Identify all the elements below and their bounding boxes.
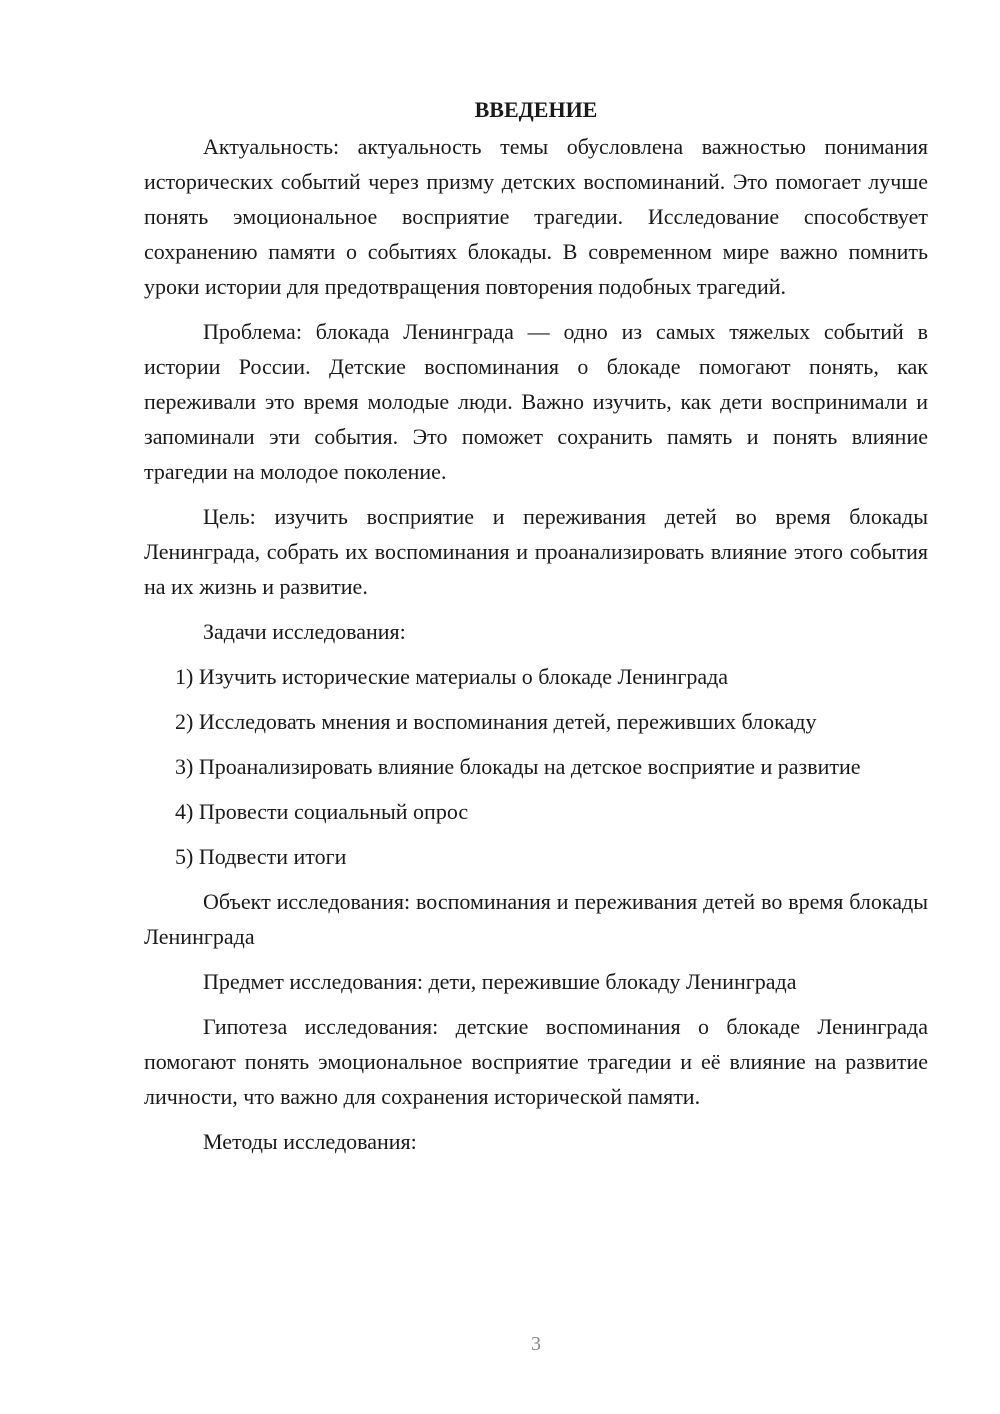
hypothesis-paragraph: Гипотеза исследования: детские воспоминания о блокаде Ленинграда помогают понять эмоциональное восприятие трагедии и её влияние на развитие личности, что важно для сохранения исторической памяти. xyxy=(144,1014,928,1109)
problem-paragraph: Проблема: блокада Ленинграда — одно из самых тяжелых событий в истории России. Детские воспоминания о блокаде помогают понять, как переживали это время молодые люди. Важно изучить, как дети воспринимали и запоминали эти события. Это поможет сохранить память и понять влияние трагедии на молодое поколение. xyxy=(144,319,928,484)
task-item-2: 2) Исследовать мнения и воспоминания детей, переживших блокаду xyxy=(175,709,817,734)
task-item-5: 5) Подвести итоги xyxy=(175,844,347,869)
document-page xyxy=(144,92,928,1169)
task-item-3: 3) Проанализировать влияние блокады на детское восприятие и развитие xyxy=(175,754,861,779)
tasks-list xyxy=(144,659,928,874)
subject-paragraph: Предмет исследования: дети, пережившие блокаду Ленинграда xyxy=(203,969,797,994)
methods-title: Методы исследования: xyxy=(203,1129,417,1154)
relevance-paragraph: Актуальность: актуальность темы обусловлена важностью понимания исторических событий через призму детских воспоминаний. Это помогает лучше понять эмоциональное восприятие трагедии. Исследование способствует сохранению памяти о событиях блокады. В современном мире важно помнить уроки истории для предотвращения повторения подобных трагедий. xyxy=(144,134,928,299)
goal-paragraph: Цель: изучить восприятие и переживания детей во время блокады Ленинграда, собрать их воспоминания и проанализировать влияние этого события на их жизнь и развитие. xyxy=(144,504,928,599)
section-heading: ВВЕДЕНИЕ xyxy=(474,97,598,122)
task-item-4: 4) Провести социальный опрос xyxy=(175,799,469,824)
page-number: 3 xyxy=(531,1333,541,1355)
tasks-title: Задачи исследования: xyxy=(203,619,406,644)
object-paragraph: Объект исследования: воспоминания и переживания детей во время блокады Ленинграда xyxy=(144,889,928,949)
task-item-1: 1) Изучить исторические материалы о блокаде Ленинграда xyxy=(175,664,729,689)
